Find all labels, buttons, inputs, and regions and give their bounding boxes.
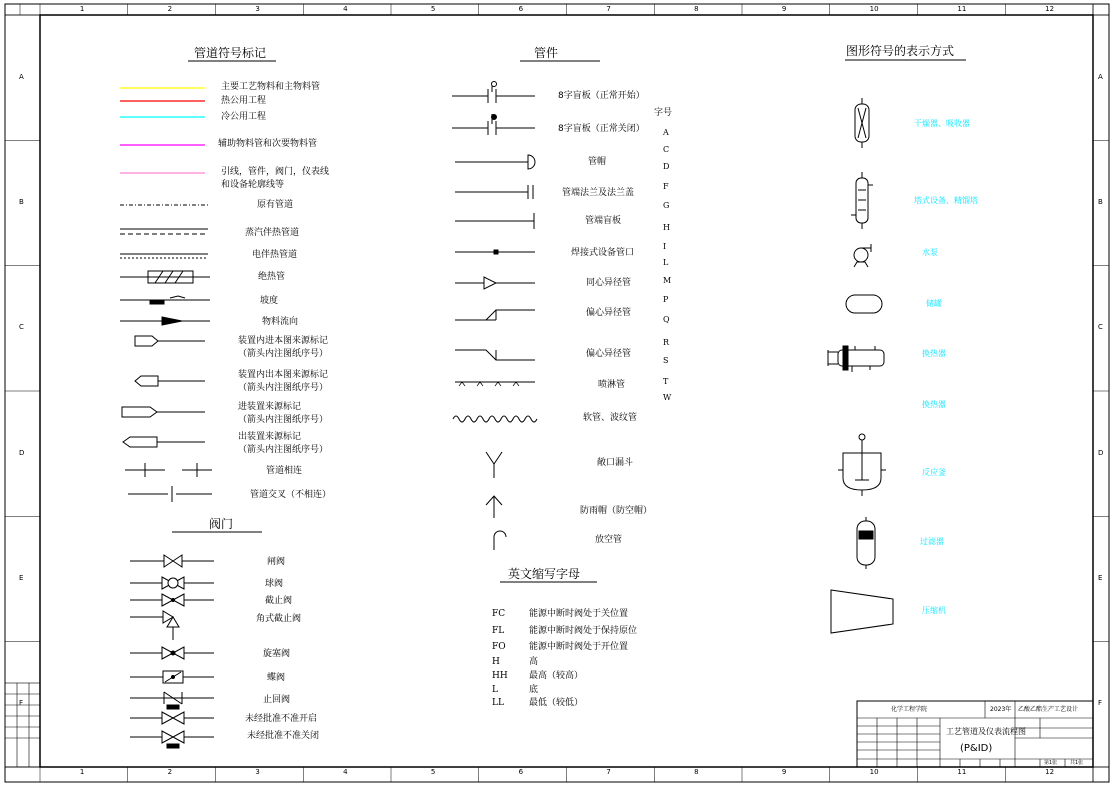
grid-row-label: C <box>19 323 24 332</box>
label-rain-cap: 防雨帽（防空帽） <box>580 506 653 516</box>
exit-source-symbol <box>123 437 205 447</box>
grid-row-label: B <box>1098 198 1103 206</box>
title-block-project: 乙酸乙酯生产工艺设计 <box>1018 706 1079 713</box>
abbreviation-code: L <box>492 685 498 695</box>
spray-pipe-symbol <box>455 382 535 386</box>
grid-row-label: A <box>19 72 24 81</box>
label-check-valve: 止回阀 <box>263 695 291 705</box>
title-block-year: 2023年 <box>990 706 1012 713</box>
letter-code: I <box>663 242 667 251</box>
label-ball-valve: 球阀 <box>265 579 284 589</box>
spectacle-blind-open-symbol <box>452 82 535 104</box>
gate-valve-symbol <box>130 555 214 567</box>
letter-code: C <box>663 145 670 154</box>
label-weld-nozzle: 焊接式设备管口 <box>571 248 635 258</box>
abbreviation-desc: 底 <box>529 685 539 695</box>
pipe-blind-symbol <box>455 213 534 229</box>
vent-pipe-symbol <box>494 531 506 550</box>
abbreviation-code: FO <box>492 642 506 652</box>
abbreviation-code: HH <box>492 671 508 681</box>
abbreviation-desc: 能源中断时阀处于开位置 <box>529 642 629 652</box>
ball-valve-symbol <box>130 577 214 589</box>
label-connected: 管道相连 <box>266 466 303 476</box>
title-block-pid: (P&ID) <box>960 743 993 754</box>
label-heat-exchanger: 换热器 <box>922 349 946 358</box>
letter-code: G <box>663 201 670 210</box>
slope-symbol <box>120 296 210 304</box>
grid-column-label: 5 <box>430 5 436 13</box>
weld-nozzle-symbol <box>455 250 535 254</box>
grid-column-label: 5 <box>430 768 436 776</box>
grid-column-label: 4 <box>343 768 348 776</box>
abbreviation-desc: 最低（较低） <box>529 698 584 708</box>
revision-table <box>5 683 40 767</box>
label-lock-closed: 未经批准不准关闭 <box>247 731 320 741</box>
label-exit-source-1: 出装置来源标记 <box>238 432 302 442</box>
label-in-from-1: 装置内进本图来源标记 <box>238 336 329 346</box>
label-spectacle-closed: 8字盲板（正常关闭） <box>558 124 645 134</box>
grid-column-label: 8 <box>694 768 699 776</box>
label-dryer: 干燥器、吸收器 <box>914 119 970 128</box>
label-vent-pipe: 放空管 <box>595 535 623 545</box>
grid-row-label: F <box>19 699 24 708</box>
label-gate-valve: 闸阀 <box>267 557 286 567</box>
label-butterfly-valve: 蝶阀 <box>267 673 286 683</box>
compressor-symbol <box>831 590 893 633</box>
label-steam-trace: 蒸汽伴热管道 <box>245 228 300 238</box>
grid-column-label: 7 <box>606 768 611 776</box>
grid-column-label: 9 <box>781 5 787 13</box>
in-to-symbol <box>135 376 205 386</box>
label-funnel: 敞口漏斗 <box>597 458 634 468</box>
letter-code: H <box>663 223 670 232</box>
lock-closed-valve-symbol <box>130 731 214 748</box>
label-leader-1: 引线，管件，阀门，仪表线 <box>221 167 330 177</box>
lock-open-valve-symbol <box>130 705 214 724</box>
grid-column-label: 1 <box>79 768 85 776</box>
heat-exchanger-symbol <box>828 346 884 372</box>
letter-code: F <box>663 182 669 191</box>
steam-trace-symbol <box>120 229 208 234</box>
label-pipe-blind: 管端盲板 <box>585 216 622 226</box>
letter-code: M <box>663 276 672 285</box>
label-spectacle-open: 8字盲板（正常开始） <box>558 91 645 101</box>
label-tank: 储罐 <box>926 299 942 308</box>
eccentric-reducer-down-symbol <box>455 350 535 360</box>
letter-code: W <box>663 393 672 402</box>
grid-column-label: 9 <box>781 768 787 776</box>
label-leader-2: 和设备轮廓线等 <box>221 180 285 190</box>
label-in-to-2: （箭头内注图纸序号） <box>238 383 329 393</box>
butterfly-valve-symbol <box>130 671 214 683</box>
title-block-sheet: 第1张 <box>1044 760 1058 766</box>
label-in-to-1: 装置内出本图来源标记 <box>238 370 329 380</box>
grid-column-label: 7 <box>606 5 611 13</box>
label-eccentric-2: 偏心异径管 <box>586 349 632 359</box>
label-insulated: 绝热管 <box>258 272 286 282</box>
label-pipe-cap: 管帽 <box>588 157 607 167</box>
label-plug-valve: 旋塞阀 <box>263 649 291 659</box>
grid-column-label: 11 <box>957 5 967 13</box>
label-globe-valve: 截止阀 <box>265 596 293 606</box>
label-hot-utility: 热公用工程 <box>221 96 267 106</box>
letter-code: S <box>663 356 669 365</box>
grid-column-label: 2 <box>167 768 173 776</box>
label-in-from-2: （箭头内注图纸序号） <box>238 349 329 359</box>
hose-symbol <box>453 416 537 422</box>
storage-tank-symbol <box>846 295 882 313</box>
grid-column-label: 6 <box>518 5 524 13</box>
heading-valves: 阀门 <box>209 517 234 531</box>
grid-column-label: 11 <box>957 768 967 776</box>
label-flange-cover: 管端法兰及法兰盖 <box>562 188 635 198</box>
heading-fittings: 管件 <box>534 46 559 60</box>
title-block-drawing-title: 工艺管道及仪表流程图 <box>946 727 1026 736</box>
filter-symbol <box>857 517 875 569</box>
abbreviation-desc: 高 <box>529 657 539 667</box>
tower-symbol <box>851 172 873 229</box>
grid-row-label: D <box>1098 448 1104 457</box>
insulated-pipe-symbol <box>120 271 210 283</box>
title-block-unit: 化学工程学院 <box>891 706 928 713</box>
flow-direction-symbol <box>120 317 210 325</box>
valve-symbols <box>130 555 214 748</box>
pipe-connected-symbol <box>125 463 212 477</box>
flange-cover-symbol <box>455 185 533 199</box>
abbreviation-code: H <box>492 657 500 667</box>
label-slope: 坡度 <box>260 296 279 306</box>
grid-column-label: 10 <box>869 768 879 776</box>
grid-row-label: E <box>1098 574 1103 582</box>
grid-row-label: C <box>1098 323 1103 332</box>
label-heat-exchanger-2: 换热器 <box>922 400 946 409</box>
letter-code: T <box>663 377 669 386</box>
letter-code: R <box>663 338 670 347</box>
grid-column-label: 6 <box>518 768 524 776</box>
plug-valve-symbol <box>130 647 214 659</box>
in-from-symbol <box>135 336 205 346</box>
label-pump: 水泵 <box>922 248 938 257</box>
label-eccentric-1: 偏心异径管 <box>586 308 632 318</box>
grid-column-label: 10 <box>869 5 879 13</box>
heading-pipe-symbols: 管道符号标记 <box>194 46 267 60</box>
title-block-total: 共1张 <box>1070 760 1084 766</box>
globe-valve-symbol <box>130 594 214 606</box>
letter-code: L <box>663 258 669 267</box>
grid-column-label: 3 <box>255 5 260 13</box>
grid-column-label: 2 <box>167 5 173 13</box>
heading-graphic-symbols: 图形符号的表示方式 <box>846 44 955 58</box>
grid-column-label: 4 <box>343 5 348 13</box>
abbreviation-code: FC <box>492 609 506 619</box>
pipe-cap-symbol <box>455 155 535 169</box>
label-lock-open: 未经批准不准开启 <box>245 714 318 724</box>
grid-row-label: E <box>19 574 24 582</box>
check-valve-symbol <box>130 692 214 704</box>
electric-trace-symbol <box>120 254 208 258</box>
rain-cap-symbol <box>486 496 502 518</box>
grid-column-label: 1 <box>79 5 85 13</box>
grid-row-label: D <box>19 448 25 457</box>
label-spray-pipe: 喷淋管 <box>598 380 626 390</box>
letter-codes-title: 字号 <box>654 108 673 118</box>
label-compressor: 压缩机 <box>922 606 946 615</box>
grid-column-label: 12 <box>1045 5 1055 13</box>
spectacle-blind-closed-symbol <box>452 114 535 135</box>
funnel-symbol <box>486 452 502 478</box>
label-tower: 塔式设备、精馏塔 <box>914 196 978 205</box>
label-cold-utility: 冷公用工程 <box>221 112 267 122</box>
label-hose: 软管、波纹管 <box>583 413 638 423</box>
abbreviation-desc: 能源中断时阀处于保持原位 <box>529 626 638 636</box>
reactor-symbol <box>838 434 886 496</box>
pipe-crossing-symbol <box>128 486 212 502</box>
label-exit-source-2: （箭头内注图纸序号） <box>238 445 329 455</box>
abbreviation-code: LL <box>492 698 504 708</box>
grid-row-label: F <box>1098 699 1103 708</box>
grid-row-label: B <box>19 198 24 206</box>
label-auxiliary: 辅助物料管和次要物料管 <box>218 139 318 149</box>
label-flow-direction: 物料流向 <box>262 317 299 327</box>
letter-code: Q <box>663 315 670 324</box>
abbreviation-desc: 能源中断时阀处于关位置 <box>529 609 629 619</box>
grid-column-label: 3 <box>255 768 260 776</box>
pump-symbol <box>854 244 871 267</box>
concentric-reducer-symbol <box>455 277 535 289</box>
label-crossing: 管道交叉（不相连） <box>250 490 332 500</box>
label-main-pipe: 主要工艺物料和主物料管 <box>221 82 321 92</box>
label-reactor: 反应釜 <box>922 468 946 477</box>
eccentric-reducer-up-symbol <box>455 310 535 320</box>
label-angle-globe-valve: 角式截止阀 <box>256 614 302 624</box>
heading-abbreviations: 英文缩写字母 <box>508 567 581 581</box>
abbreviation-desc: 最高（较高） <box>529 671 584 681</box>
angle-globe-valve-symbol <box>130 611 179 640</box>
label-existing: 原有管道 <box>257 200 294 210</box>
letter-code: A <box>663 128 669 137</box>
fitting-symbols <box>452 82 537 551</box>
equipment-symbols <box>828 98 893 633</box>
enter-source-symbol <box>122 407 205 417</box>
pipe-line-symbols <box>120 88 212 502</box>
grid-row-label: A <box>1098 72 1103 81</box>
dryer-absorber-symbol <box>855 98 869 148</box>
letter-code: D <box>663 162 670 171</box>
grid-column-label: 12 <box>1045 768 1055 776</box>
label-concentric: 同心异径管 <box>586 278 632 288</box>
label-enter-source-1: 进装置来源标记 <box>238 402 302 412</box>
abbreviation-code: FL <box>492 626 505 636</box>
label-filter: 过滤器 <box>920 537 944 546</box>
letter-code: P <box>663 295 669 304</box>
grid-column-label: 8 <box>694 5 699 13</box>
label-enter-source-2: （箭头内注图纸序号） <box>238 415 329 425</box>
label-electric-trace: 电伴热管道 <box>252 250 298 260</box>
